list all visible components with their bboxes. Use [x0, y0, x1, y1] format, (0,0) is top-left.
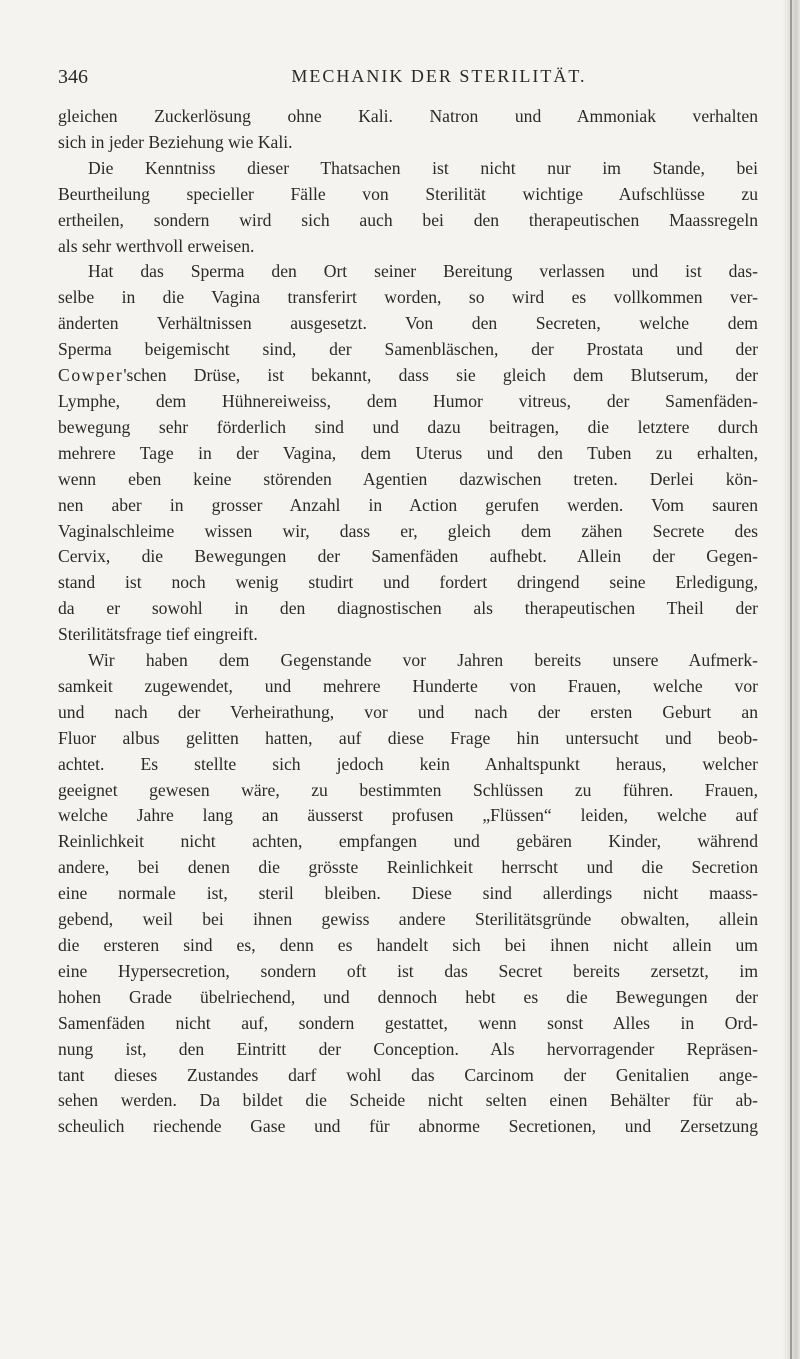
text-line: da er sowohl in den diagnostischen als therapeutischen Theil der — [58, 598, 758, 619]
text-line: hohen Grade übelriechend, und dennoch hebt es die Bewegungen der — [58, 986, 758, 1007]
text-line: sich in jeder Beziehung wie Kali. — [58, 131, 293, 152]
text-line — [58, 363, 758, 389]
text-line: Lymphe, dem Hühnereiweiss, dem Humor vitreus, der Samenfäden- — [58, 390, 758, 411]
text-line: geeignet gewesen wäre, zu bestimmten Schlüssen zu führen. Frauen, — [58, 779, 758, 800]
text-line: samkeit zugewendet, und mehrere Hunderte von Frauen, welche vor — [58, 675, 758, 696]
text-line: andere, bei denen die grösste Reinlichkeit herrscht und die Secretion — [58, 857, 758, 878]
text-line: gleichen Zuckerlösung ohne Kali. Natron und Ammoniak verhalten — [58, 106, 758, 126]
text-line: Sperma beigemischt sind, der Samenbläschen, der Prostata und der — [58, 339, 758, 360]
running-title: MECHANIK DER STERILITÄT. — [291, 66, 587, 86]
text-line: mehrere Tage in der Vagina, dem Uterus und den Tuben zu erhalten, — [58, 442, 758, 463]
text-line: und nach der Verheirathung, vor und nach der ersten Geburt an — [58, 701, 758, 722]
page-number: 346 — [58, 66, 88, 88]
body-text — [58, 104, 758, 1140]
text-line: die ersteren sind es, denn es handelt sich bei ihnen nicht allein um — [58, 935, 758, 955]
text-line: Reinlichkeit nicht achten, empfangen und gebären Kinder, während — [58, 831, 758, 852]
text-line: wenn eben keine störenden Agentien dazwischen treten. Derlei kön- — [58, 468, 758, 489]
text-line: eine normale ist, steril bleiben. Diese sind allerdings nicht maass- — [58, 883, 758, 904]
page-edge — [782, 0, 800, 1359]
text-line: nung ist, den Eintritt der Conception. Als hervorragender Repräsen- — [58, 1038, 758, 1059]
name-cowper: Cowper — [58, 365, 124, 386]
line-rest: 'schen Drüse, ist bekannt, dass sie gleich dem Blutserum, der — [123, 365, 758, 386]
text-line: welche Jahre lang an äusserst profusen „Flüssen“ leiden, welche auf — [58, 805, 758, 826]
text-line: eine Hypersecretion, sondern oft ist das Secret bereits zersetzt, im — [58, 960, 758, 981]
text-line: Die Kenntniss dieser Thatsachen ist nicht nur im Stande, bei — [88, 157, 758, 178]
text-line: Hat das Sperma den Ort seiner Bereitung verlassen und ist das- — [88, 261, 758, 282]
text-line: Fluor albus gelitten hatten, auf diese Frage hin untersucht und beob- — [58, 727, 758, 748]
text-line: änderten Verhältnissen ausgesetzt. Von den Secreten, welche dem — [58, 313, 758, 334]
text-line: Beurtheilung specieller Fälle von Sterilität wichtige Aufschlüsse zu — [58, 183, 758, 204]
text-line: stand ist noch wenig studirt und fordert dringend seine Erledigung, — [58, 572, 758, 593]
text-line: als sehr werthvoll erweisen. — [58, 235, 255, 256]
text-line: Vaginalschleime wissen wir, dass er, gleich dem zähen Secrete des — [58, 520, 758, 541]
text-line: bewegung sehr förderlich sind und dazu beitragen, die letztere durch — [58, 416, 758, 437]
text-line: nen aber in grosser Anzahl in Action gerufen werden. Vom sauren — [58, 494, 758, 515]
text-line: ertheilen, sondern wird sich auch bei den therapeutischen Maassregeln — [58, 209, 758, 230]
text-line: scheulich riechende Gase und für abnorme Secretionen, und Zersetzung — [58, 1116, 758, 1137]
text-line: Sterilitätsfrage tief eingreift. — [58, 624, 258, 645]
text-line: gebend, weil bei ihnen gewiss andere Sterilitätsgründe obwalten, allein — [58, 909, 758, 930]
text-line: tant dieses Zustandes darf wohl das Carcinom der Genitalien ange- — [58, 1064, 758, 1085]
text-line: selbe in die Vagina transferirt worden, so wird es vollkommen ver- — [58, 287, 758, 308]
book-spine — [790, 0, 792, 1359]
text-line: achtet. Es stellte sich jedoch kein Anhaltspunkt heraus, welcher — [58, 753, 758, 774]
text-line: Cervix, die Bewegungen der Samenfäden aufhebt. Allein der Gegen- — [58, 546, 758, 567]
text-line: sehen werden. Da bildet die Scheide nicht selten einen Behälter für ab- — [58, 1090, 758, 1111]
text-line: Samenfäden nicht auf, sondern gestattet, wenn sonst Alles in Ord- — [58, 1012, 758, 1033]
text-line: Wir haben dem Gegenstande vor Jahren bereits unsere Aufmerk- — [88, 650, 758, 671]
running-header — [58, 66, 758, 92]
